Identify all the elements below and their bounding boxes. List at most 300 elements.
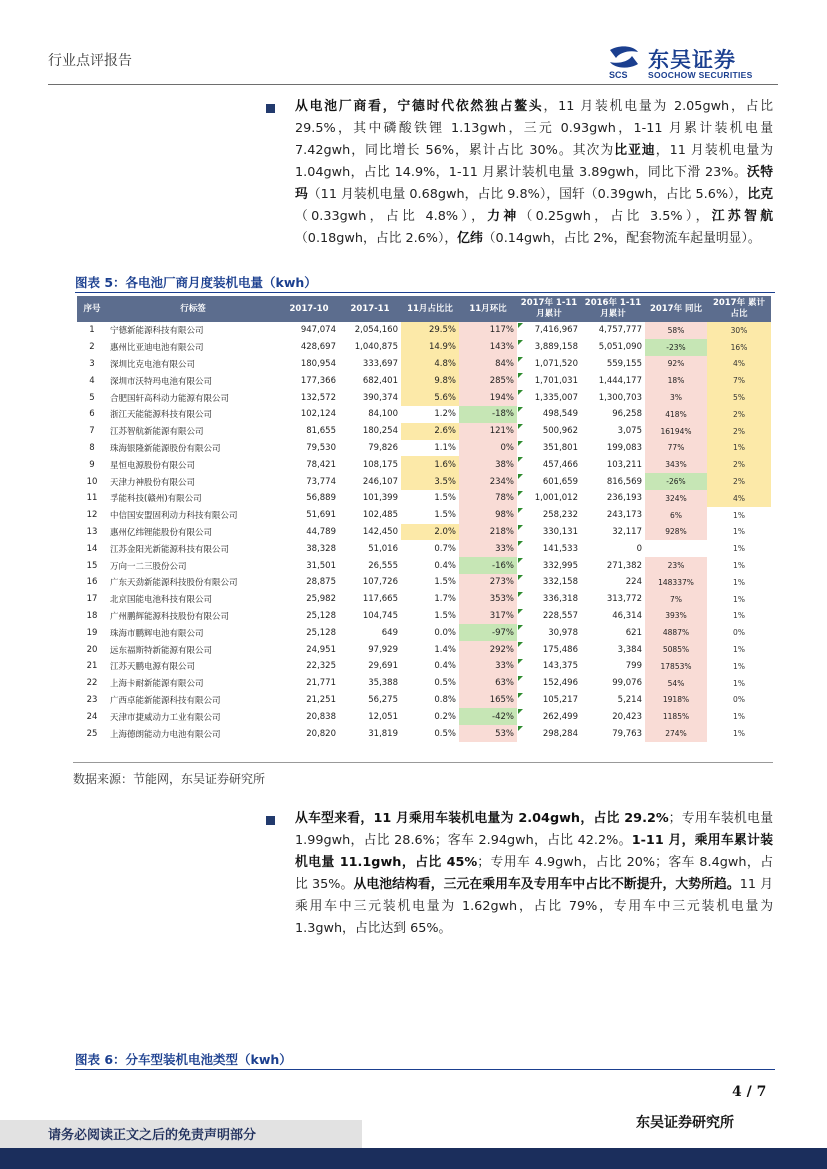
table-row [77,524,771,541]
cell-mom [459,675,517,692]
cell-company-name-text: 宁德新能源科技有限公司 [110,326,204,337]
para2-s2: ；专用车装机电量 1.99gwh，占比 28.6%；客车 2.94gwh，占比 42.2%。 [295,811,773,848]
cell-index-text: 7 [89,426,95,437]
cell-company-name-text: 孚能科技(赣州)有限公司 [110,494,202,505]
cell-index [77,675,107,692]
cell-nov-value-text: 107,726 [362,577,398,588]
cell-flag-icon [518,625,523,630]
cell-oct-value [279,658,339,675]
cell-nov-value-text: 246,107 [362,476,398,487]
cell-yoy [645,389,707,406]
cell-mom-text: 121% [489,426,514,437]
cell-cum-share-text: 2% [733,477,745,487]
cell-cum-2017 [517,608,581,625]
cell-cum-share-text: 1% [733,544,745,554]
cell-nov-share [401,557,459,574]
cell-mom-text: 273% [489,577,514,588]
cell-cum-share [707,692,771,709]
cell-nov-value [339,372,401,389]
cell-flag-icon [518,407,523,412]
cell-company-name [107,675,279,692]
cell-flag-icon [518,357,523,362]
cell-cum-2016-text: 224 [625,577,642,588]
cell-cum-share [707,372,771,389]
cell-cum-2017-text: 498,549 [542,409,578,420]
cell-nov-share [401,507,459,524]
cell-mom [459,641,517,658]
cell-cum-2016-text: 3,384 [617,644,642,655]
cell-cum-2016 [581,322,645,339]
table-row [77,507,771,524]
col-header-mom: 11月环比 [459,296,517,322]
cell-cum-share-text: 1% [733,645,745,655]
cell-cum-share [707,490,771,507]
cell-oct-value-text: 22,325 [306,661,336,672]
cell-flag-icon [518,491,523,496]
cell-oct-value [279,473,339,490]
cell-nov-share [401,725,459,742]
cell-cum-share-text: 5% [733,393,745,403]
cell-cum-2016 [581,389,645,406]
col-header-cum2016: 2016年 1-11月累计 [581,296,645,322]
cell-yoy-text: 343% [665,460,687,470]
cell-oct-value [279,641,339,658]
cell-index-text: 23 [86,694,98,705]
cell-nov-value-text: 333,697 [362,358,398,369]
cell-cum-2017-text: 105,217 [542,694,578,705]
cell-oct-value-text: 20,838 [306,711,336,722]
cell-company-name [107,641,279,658]
cell-index-text: 11 [86,493,98,504]
col-header-cum-share: 2017年 累计占比 [707,296,771,322]
cell-oct-value-text: 79,530 [306,442,336,453]
table-row [77,490,771,507]
cell-nov-value-text: 108,175 [362,459,398,470]
cell-mom-text: 63% [495,678,514,689]
cell-company-name [107,356,279,373]
cell-nov-share [401,322,459,339]
cell-cum-share-text: 1% [733,510,745,520]
cell-cum-2016 [581,473,645,490]
cell-nov-share-text: 1.7% [434,594,456,605]
cell-index [77,507,107,524]
cell-cum-2017-text: 152,496 [542,678,578,689]
cell-yoy [645,708,707,725]
cell-index [77,641,107,658]
cell-flag-icon [518,525,523,530]
cell-mom-text: 38% [495,459,514,470]
cell-cum-2016-text: 46,314 [612,610,642,621]
cell-index-text: 18 [86,610,98,621]
cell-company-name [107,557,279,574]
cell-company-name [107,322,279,339]
cell-yoy-text: 1918% [662,695,690,705]
cell-mom-text: 292% [489,644,514,655]
cell-cum-2016 [581,658,645,675]
report-type-label: 行业点评报告 [48,53,132,69]
cell-index-text: 21 [86,661,98,672]
cell-yoy [645,372,707,389]
cell-mom-text: 33% [495,661,514,672]
table-row [77,624,771,641]
cell-nov-value [339,356,401,373]
para2-s1: 从车型来看，11 月乘用车装机电量为 2.04gwh，占比 29.2% [295,811,669,826]
cell-index-text: 16 [86,577,98,588]
cell-nov-share-text: 0.0% [434,627,456,638]
cell-yoy-text: 324% [665,493,687,503]
cell-cum-2017 [517,574,581,591]
cell-mom-text: 234% [489,476,514,487]
cell-company-name-text: 江苏金阳光新能源科技有限公司 [110,544,230,555]
header-divider [48,84,778,85]
cell-index [77,440,107,457]
cell-mom-text: -97% [492,627,514,638]
cell-nov-share [401,708,459,725]
data-source: 数据来源：节能网，东吴证券研究所 [73,772,266,786]
cell-oct-value [279,356,339,373]
cell-cum-2017-text: 457,466 [542,459,578,470]
para1-s6: （11 月装机电量 0.68gwh，占比 9.8%），国轩（0.39gwh，占比 5.6%）， [307,187,748,202]
cell-cum-2016-text: 32,117 [612,526,642,537]
cell-nov-value-text: 180,254 [362,426,398,437]
cell-mom [459,389,517,406]
cell-nov-share-text: 1.2% [434,409,456,420]
cell-nov-share-text: 2.0% [434,526,456,537]
table-row [77,725,771,742]
cell-oct-value-text: 180,954 [300,358,336,369]
cell-mom-text: 165% [489,694,514,705]
cell-flag-icon [518,508,523,513]
cell-company-name [107,608,279,625]
cell-cum-share-text: 1% [733,527,745,537]
cell-cum-share [707,708,771,725]
cell-cum-2016-text: 199,083 [606,442,642,453]
cell-company-name-text: 广东天劲新能源科技股份有限公司 [110,578,238,589]
cell-cum-2016-text: 1,300,703 [598,392,642,403]
cell-flag-icon [518,373,523,378]
cell-nov-value [339,423,401,440]
cell-cum-share [707,540,771,557]
cell-nov-share-text: 1.5% [434,510,456,521]
cell-index [77,608,107,625]
cell-cum-2017 [517,524,581,541]
page-number: 4 / 7 [732,1084,767,1100]
cell-nov-share-text: 0.2% [434,711,456,722]
para1-s4: ，11 月装机电量为 1.04gwh，占比 14.9%，1-11 月累计装机电量 3.89gwh，同比下滑 23%。 [295,143,774,180]
cell-cum-2017 [517,591,581,608]
cell-company-name-text: 天津力神股份有限公司 [110,477,196,488]
cell-index [77,423,107,440]
para1-s1: 从电池厂商看，宁德时代依然独占鳌头 [295,99,544,114]
cell-yoy [645,675,707,692]
logo-chinese-name: 东吴证券 [648,48,736,72]
cell-company-name [107,339,279,356]
cell-nov-share [401,490,459,507]
cell-nov-value-text: 102,485 [362,510,398,521]
cell-yoy-text: 92% [667,359,685,369]
para1-s9: 力神 [487,209,520,224]
cell-cum-2017-text: 332,995 [542,560,578,571]
cell-yoy [645,641,707,658]
cell-company-name-text: 北京国能电池科技有限公司 [110,595,213,606]
cell-oct-value [279,608,339,625]
cell-yoy-text: 418% [665,409,687,419]
cell-oct-value-text: 81,655 [306,426,336,437]
cell-company-name-text: 惠州比亚迪电池有限公司 [110,343,204,354]
cell-cum-2016-text: 79,763 [612,728,642,739]
cell-cum-2016-text: 313,772 [606,594,642,605]
cell-yoy-text: 23% [667,561,685,571]
cell-cum-share [707,574,771,591]
cell-cum-2017-text: 332,158 [542,577,578,588]
logo-mark-text: SCS [609,70,628,80]
table-row [77,557,771,574]
cell-flag-icon [518,726,523,731]
cell-nov-value-text: 51,016 [368,543,398,554]
col-header-cum2017: 2017年 1-11月累计 [517,296,581,322]
table-row [77,641,771,658]
cell-mom [459,692,517,709]
cell-company-name-text: 上海德朗能动力电池有限公司 [110,729,221,740]
cell-company-name-text: 上海卡耐新能源有限公司 [110,679,204,690]
cell-cum-2016-text: 99,076 [612,678,642,689]
cell-cum-share [707,608,771,625]
cell-cum-share-text: 2% [733,409,745,419]
cell-yoy [645,507,707,524]
cell-nov-value-text: 1,040,875 [354,342,398,353]
cell-oct-value [279,490,339,507]
cell-oct-value [279,372,339,389]
cell-oct-value [279,423,339,440]
cell-index-text: 1 [89,325,95,336]
cell-cum-share-text: 1% [733,712,745,722]
cell-mom [459,658,517,675]
cell-flag-icon [518,424,523,429]
cell-cum-share-text: 16% [730,342,748,352]
cell-index [77,725,107,742]
cell-cum-2016-text: 5,051,090 [598,342,642,353]
cell-yoy-text: 1185% [662,712,690,722]
cell-nov-value-text: 26,555 [368,560,398,571]
cell-cum-2017-text: 30,978 [548,627,578,638]
cell-cum-2016 [581,624,645,641]
para1-s11: 江苏智航 [711,209,773,224]
cell-cum-2017-text: 500,962 [542,426,578,437]
cell-yoy-text: 77% [667,443,685,453]
cell-yoy-text: 928% [665,527,687,537]
cell-cum-2017 [517,372,581,389]
cell-cum-share-text: 2% [733,460,745,470]
cell-nov-value [339,557,401,574]
cell-nov-value [339,608,401,625]
cell-nov-share [401,440,459,457]
table-row [77,675,771,692]
cell-cum-2017-text: 258,232 [542,510,578,521]
cell-nov-share-text: 1.1% [434,442,456,453]
cell-nov-share-text: 3.5% [434,476,456,487]
battery-maker-table [77,296,771,742]
cell-cum-2016-text: 20,423 [612,711,642,722]
cell-company-name-text: 惠州亿纬锂能股份有限公司 [110,527,213,538]
cell-index [77,456,107,473]
cell-mom [459,440,517,457]
cell-nov-value-text: 682,401 [362,375,398,386]
cell-company-name [107,507,279,524]
cell-cum-2016 [581,591,645,608]
cell-cum-2017-text: 175,486 [542,644,578,655]
cell-cum-share-text: 4% [733,493,745,503]
bullet-icon [266,816,275,825]
cell-yoy-text: 54% [667,678,685,688]
cell-company-name-text: 广州鹏辉能源科技股份有限公司 [110,611,230,622]
footer-disclaimer: 请务必阅读正文之后的免责声明部分 [48,1128,257,1143]
cell-nov-share-text: 14.9% [428,342,456,353]
cell-yoy [645,574,707,591]
cell-cum-2016 [581,440,645,457]
cell-cum-share-text: 1% [733,611,745,621]
figure6-title-underline [75,1069,775,1070]
cell-index [77,692,107,709]
cell-nov-share-text: 1.5% [434,610,456,621]
cell-nov-share [401,356,459,373]
cell-nov-value [339,339,401,356]
cell-company-name [107,490,279,507]
cell-nov-value [339,641,401,658]
cell-cum-share [707,423,771,440]
cell-index [77,389,107,406]
cell-company-name [107,624,279,641]
cell-yoy-text: -26% [666,477,686,487]
cell-oct-value [279,725,339,742]
cell-cum-2017 [517,540,581,557]
cell-mom [459,356,517,373]
cell-flag-icon [518,558,523,563]
cell-cum-2017 [517,339,581,356]
cell-flag-icon [518,659,523,664]
cell-nov-share [401,473,459,490]
cell-cum-2016 [581,641,645,658]
cell-index [77,658,107,675]
cell-company-name [107,540,279,557]
cell-company-name [107,423,279,440]
cell-mom [459,507,517,524]
cell-cum-2017 [517,423,581,440]
cell-cum-share-text: 4% [733,359,745,369]
cell-cum-2017-text: 298,284 [542,728,578,739]
cell-nov-share-text: 0.5% [434,728,456,739]
cell-mom [459,490,517,507]
cell-cum-share [707,339,771,356]
cell-cum-share [707,725,771,742]
cell-mom [459,339,517,356]
figure5-title: 图表 5：各电池厂商月度装机电量（kwh） [75,275,317,290]
cell-yoy [645,456,707,473]
cell-yoy-text: 148337% [658,577,694,587]
cell-nov-share [401,658,459,675]
cell-oct-value-text: 20,820 [306,728,336,739]
cell-cum-2016 [581,423,645,440]
cell-nov-value [339,456,401,473]
cell-cum-2016 [581,490,645,507]
cell-company-name [107,389,279,406]
cell-index-text: 12 [86,510,98,521]
cell-nov-value [339,440,401,457]
cell-mom [459,725,517,742]
cell-cum-share [707,591,771,608]
cell-mom [459,322,517,339]
cell-company-name [107,591,279,608]
table-row [77,440,771,457]
cell-company-name-text: 浙江天能能源科技有限公司 [110,410,213,421]
cell-flag-icon [518,676,523,681]
table-row [77,540,771,557]
table-row [77,608,771,625]
cell-nov-share [401,692,459,709]
cell-oct-value [279,456,339,473]
para2-s5: 从电池结构看，三元在乘用车及专用车中占比不断提升，大势所趋。 [353,877,740,892]
cell-yoy [645,725,707,742]
cell-company-name [107,708,279,725]
cell-cum-2017 [517,490,581,507]
cell-company-name [107,406,279,423]
cell-yoy [645,473,707,490]
cell-nov-value-text: 84,100 [368,409,398,420]
para1-s13: 亿纬 [457,231,483,246]
cell-cum-2016 [581,608,645,625]
paragraph-vehicle-types [295,808,773,940]
cell-cum-2017-text: 3,889,158 [534,342,578,353]
cell-yoy-text: -23% [666,342,686,352]
cell-nov-share-text: 1.5% [434,577,456,588]
cell-company-name [107,658,279,675]
cell-mom-text: 317% [489,610,514,621]
cell-nov-value-text: 35,388 [368,678,398,689]
cell-flag-icon [518,457,523,462]
cell-company-name [107,456,279,473]
cell-cum-2016-text: 103,211 [606,459,642,470]
cell-cum-share-text: 1% [733,443,745,453]
cell-oct-value [279,507,339,524]
cell-oct-value [279,389,339,406]
para1-s10: （0.25gwh，占比 3.5%）， [519,209,712,224]
cell-cum-2016 [581,708,645,725]
cell-cum-2017 [517,675,581,692]
cell-nov-value [339,574,401,591]
cell-index-text: 25 [86,728,98,739]
para1-s7: 比克 [747,187,773,202]
cell-yoy-text: 4887% [662,628,690,638]
cell-cum-share-text: 1% [733,561,745,571]
table-row [77,423,771,440]
cell-yoy-text: 16194% [660,426,692,436]
cell-index-text: 4 [89,375,95,386]
cell-cum-2016-text: 96,258 [612,409,642,420]
cell-yoy [645,692,707,709]
cell-cum-share [707,658,771,675]
cell-yoy-text: 274% [665,729,687,739]
para2-s3: 1-11 月，乘用车累计装机电量 11.1gwh，占比 45% [295,833,773,870]
cell-index [77,624,107,641]
cell-nov-value [339,624,401,641]
cell-nov-share-text: 0.8% [434,694,456,705]
cell-cum-2017-text: 141,533 [542,543,578,554]
para1-s8: （0.33gwh，占比 4.8%）， [295,209,488,224]
cell-mom-text: 33% [495,543,514,554]
cell-cum-2016 [581,574,645,591]
cell-nov-share [401,389,459,406]
cell-cum-2017-text: 262,499 [542,711,578,722]
cell-cum-2016 [581,456,645,473]
